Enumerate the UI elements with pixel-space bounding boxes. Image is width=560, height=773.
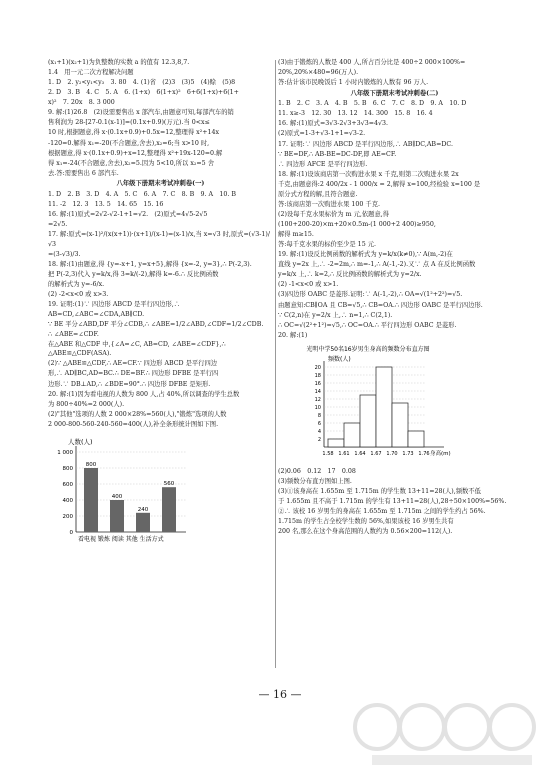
hist-bar-4 — [392, 403, 408, 447]
page-number: — 16 — — [258, 688, 302, 701]
left-top-line: 去.答:需要售出 6 部汽车. — [48, 169, 119, 177]
mock2-line: (2) -1<x<0 或 x>1. — [278, 281, 339, 289]
bar-value-label: 400 — [111, 494, 123, 501]
bar-value-label: 560 — [163, 481, 175, 488]
mock1-line: (2)"其他"选项的人数 2 000×28%=560(人),"锻炼"选项的人数 — [48, 410, 227, 418]
mock2-line: 由题意知:CB∥OA 且 CB=√5,∴ CB=OA.∴ 四边形 OABC 是平行四边形. — [278, 301, 483, 309]
mock1-line: 16. 解:(1)原式=2√2-√2-1+1=√2. (2)原式=4√5-2√5 — [48, 210, 208, 218]
mock2-line: (100+200-20)×m+20×0.5m-(1 000+2 400)≥950, — [278, 221, 436, 228]
mock1-line: ∵ BE 平分∠ABD,DF 平分∠CDB,∴ ∠ABE=1/2∠ABD,∠CDF=1/2∠CDB. — [48, 320, 264, 328]
mock2-line: y=k/x 上,∴ k=2,∴ 反比例函数的解析式为 y=2/x. — [278, 271, 422, 279]
after-line: (2)0.06 0.12 17 0.08 — [278, 467, 356, 475]
hist-xtick: 1.73 — [402, 451, 414, 458]
mock2-line: ∴ OC=√(2²+1²)=√5,∴ OC=OA.∴ 平行四边形 OABC 是菱形. — [278, 321, 457, 329]
height-histogram — [278, 343, 511, 467]
hist-xtick: 1.61 — [338, 451, 350, 458]
mock2-line: ∴ 四边形 AFCE 是平行四边形. — [278, 160, 368, 168]
mock2-line: ∵ BE=DF,∴ AB-BE=DC-DF,即 AE=CF. — [278, 150, 397, 158]
bar-ytick: 1 000 — [57, 450, 73, 457]
mock2-line: 千克,由题意得:2 400/2x - 1 000/x = 2,解得 x=100,经检验 x=100 是 — [278, 180, 481, 188]
right-top-line: 答:估计该市民晚饭后 1 小时内锻炼的人数有 96 万人. — [278, 79, 429, 87]
mock1-line: 为 800÷40%=2 000(人). — [48, 400, 125, 408]
mock2-line: ∵ C(2,n)在 y=2/x 上,∴ n=1,∴ C(2,1). — [278, 311, 393, 319]
column-divider — [275, 60, 276, 668]
mock1-line: 19. 证明:(1)∵ 四边形 ABCD 是平行四边形,∴ AB=CD,∠ABC=∠CDA,AB∥CD. — [48, 301, 183, 318]
right-top-line: 20%,20%×480=96(万人). — [278, 69, 359, 77]
mock2-line: 17. 证明:∵ 四边形 ABCD 是平行四边形,∴ AB∥DC,AB=DC. — [278, 140, 453, 148]
bar-3 — [162, 488, 176, 533]
hist-xtick: 1.70 — [386, 451, 398, 458]
bar-1 — [110, 500, 124, 532]
bar-2 — [136, 513, 150, 532]
mock1-line: (2)∵ △ABE≌△CDF,∴ AE=CF.∵ 四边形 ABCD 是平行四边 — [48, 360, 218, 368]
bar-ytick: 800 — [62, 466, 73, 473]
mock2-line: 19. 解:(1)设反比例函数的解析式为 y=k/x(k≠0),∵ A(m,-2)在 — [278, 251, 453, 259]
bar-ytick: 0 — [69, 530, 73, 537]
left-top-line: 根据题意,得 x·(0.1x+0.9)+x=12,整理得 x²+19x-120=0.解 — [48, 149, 223, 157]
histogram-svg — [278, 343, 458, 463]
mock2-line: 解得 m≥15. — [278, 231, 314, 239]
mock1-answers — [48, 190, 273, 430]
activity-bar-chart — [48, 432, 273, 556]
hist-title: 光明中学50名16岁男生身高的频数分布直方图 — [306, 346, 430, 354]
mock2-line: (3)四边形 OABC 是菱形.证明:∵ A(-1,-2),∴ OA=√(1²+2²)=√5. — [278, 291, 463, 299]
mock2-title: 八年级下册期末考试冲刺卷(二) — [350, 89, 439, 97]
left-column — [48, 58, 273, 556]
hist-bar-0 — [328, 439, 344, 447]
left-top-line: x)² 7. 20x 8. 3 000 — [48, 99, 115, 107]
hist-bar-1 — [344, 423, 360, 447]
hist-xtick: 1.76 — [418, 451, 430, 458]
mock1-line: 20. 解:(1)因为看电视的人数为 800 人,占 40%,所以调查的学生总数 — [48, 390, 240, 398]
bar-ytick: 400 — [62, 498, 73, 505]
mock2-line: 18. 解:(1)设该商店第一次购进水果 x 千克,则第二次购进水果 2x — [278, 170, 459, 178]
mock2-answers — [278, 99, 511, 340]
left-top-line: 1. D 2. y₂<y₁<y₃ 3. 80 4. (1)省 (2)3 (3)5 (4)赊 (5)8 — [48, 79, 236, 87]
left-top-line: 10 时,根据题意,得 x·(0.1x+0.9)+0.5x=12,整理得 x²+14x — [48, 129, 220, 137]
after-line: ②∴ 该校 16 岁男生的身高在 1.655m 至 1.715m 之间的学生约占 56%. — [278, 508, 486, 516]
hist-bar-3 — [376, 367, 392, 447]
after-line: (3)①该身高在 1.655m 至 1.715m 的学生数 13+11=28(人),频数不低 — [278, 487, 481, 495]
left-top-line: 得 x₁=-24(不合题意,舍去),x₂=5.因为 5<10,所以 x₂=5 舍 — [48, 159, 214, 167]
bar-chart-svg — [48, 432, 198, 552]
mock1-line: 18. 解:(1)由题意,得 {y=-x+1, y=x+5},解得 {x=-2, y=3},∴ P(-2,3). — [48, 260, 252, 268]
mock1-line: =(3-√3)/3. — [48, 250, 81, 258]
hist-xtick: 1.58 — [322, 451, 334, 458]
left-top-line: -120=0.解得 x₁=-20(不合题意,舍去),x₂=6;当 x>10 时, — [48, 139, 210, 147]
hist-xtick: 1.67 — [370, 451, 382, 458]
mock1-line: ∴ ∠ABE=∠CDF. — [48, 330, 99, 338]
hist-xtick: 1.64 — [354, 451, 366, 458]
hist-ytick: 4 — [317, 429, 321, 436]
watermark-logo — [342, 699, 552, 769]
mock2-line: 答:该商店第一次购进水果 100 千克. — [278, 200, 381, 208]
hist-ytick: 2 — [317, 437, 321, 444]
bar-ytick: 200 — [62, 514, 73, 521]
right-column — [278, 58, 511, 537]
bar-category-labels: 看电视 锻炼 阅读 其他 生活方式 — [78, 536, 164, 544]
mock1-line: 边形.∵ DB⊥AD,∴ ∠BDE=90°.∴ 四边形 DFBE 是矩形. — [48, 380, 211, 388]
left-top-line: 1.4 用一元二次方程解决问题 — [48, 69, 134, 77]
mock1-line: 1. D 2. B 3. D 4. A 5. C 6. A 7. C 8. B 9. A 10. B — [48, 190, 237, 198]
mock2-line: 16. 解:(1)原式=3√3-2√3+3√3=4√3. — [278, 120, 389, 128]
mock1-line: 在△ABE 和△CDF 中,{∠A=∠C, AB=CD, ∠ABE=∠CDF},∴ △ABE≌△CDF(ASA). — [48, 340, 228, 358]
right-top-section — [278, 58, 511, 88]
histogram-followup — [278, 467, 511, 537]
after-line: (3)频数分布直方图如上图. — [278, 477, 352, 485]
left-top-line: 售利润为 28-[27-0.1(x-1)]=(0.1x+0.9)(万元).当 0<x≤ — [48, 119, 210, 127]
hist-bar-2 — [360, 395, 376, 447]
mock2-line: 答:每千克水果的标价至少是 15 元. — [278, 241, 376, 249]
hist-ytick: 20 — [314, 365, 321, 372]
after-line: 1.715m 的学生占全校学生数的 56%,如果该校 16 岁男生共有 — [278, 518, 454, 526]
hist-ytick: 8 — [317, 413, 321, 420]
hist-xlabel: 身高(m) — [430, 451, 451, 458]
left-top-line: 9. 解:(1)26.8 (2)设需要售出 x 部汽车,由题意可知,每部汽车的销 — [48, 109, 234, 117]
mock1-line: (2) -2<x<0 或 x>3. — [48, 290, 109, 298]
hist-ylabel: 频数(人) — [328, 356, 351, 364]
mock2-line: (2)设每千克水果标价为 m 元,依题意,得 — [278, 210, 390, 218]
mock2-line: 20. 解:(1) — [278, 331, 308, 339]
right-top-line: (3)由于锻炼的人数是 400 人,所占百分比是 400÷2 000×100%= — [278, 59, 466, 66]
mock1-line: =2√5. — [48, 221, 68, 228]
left-top-line: 2. D 3. B 4. C 5. A 6. (1+x) 6(1+x)² 6+6(1+x)+6(1+ — [48, 89, 239, 97]
bar-ytick: 600 — [62, 482, 73, 489]
hist-ytick: 6 — [317, 421, 321, 428]
after-line: 200 名,那么在这个身高范围的人数约为 0.56×200=112(人). — [278, 528, 453, 536]
mock1-line: 17. 解:原式=(x-1)²/(x(x+1))·(x+1)/(x-1)=(x-1)/x,当 x=√3 时,原式=(√3-1)/√3 — [48, 231, 270, 248]
mock2-line: 1. B 2. C 3. A 4. B 5. B 6. C 7. C 8. D 9. A 10. D — [278, 100, 467, 108]
mock1-title: 八年级下册期末考试冲刺卷(一) — [116, 180, 205, 188]
hist-ytick: 18 — [314, 373, 321, 380]
hist-bar-5 — [408, 431, 424, 447]
mock1-line: 的解析式为 y=-6/x. — [48, 280, 105, 288]
mock2-line: 原分式方程的解,且符合题意. — [278, 190, 358, 198]
hist-ytick: 16 — [314, 381, 321, 388]
bar-value-label: 240 — [137, 507, 149, 514]
hist-ytick: 14 — [314, 389, 321, 396]
mock1-line: 2 000-800-560-240-560=400(人),补全条形统计图如下图. — [48, 420, 219, 428]
after-line: 于 1.655m 且不高于 1.715m 的学生有 13+11=28(人),28÷50×100%=56%. — [278, 498, 507, 505]
bar-ylabel: 人数(人) — [68, 438, 93, 447]
hist-ytick: 12 — [314, 397, 321, 404]
mock1-line: 把 P(-2,3)代入 y=k/x,得 3=k/(-2),解得 k=-6.∴ 反比例函数 — [48, 270, 219, 278]
mock2-line: (2)原式=1-3+√3-1+1=√3-2. — [278, 130, 366, 138]
mock2-line: 11. x≥-3 12. 30 13. 12 14. 300 15. 8 16. 4 — [278, 110, 433, 118]
mock1-line: 11. -2 12. 3 13. 5 14. 65 15. 16 — [48, 200, 164, 208]
left-top-line: (x₁+1)(x₂+1)为负整数的实数 a 的值有 12.3,8,7. — [48, 59, 190, 66]
hist-ytick: 10 — [314, 405, 321, 412]
mock1-line: 形,∴ AD∥BC,AD=BC.∴ DE=BF.∴ 四边形 DFBE 是平行四 — [48, 370, 219, 378]
mock2-line: 直线 y=2x 上,∴ -2=2m,∴ m=-1,∴ A(-1,-2).又∵ 点 A 在反比例函数 — [278, 261, 476, 269]
left-top-section — [48, 58, 273, 178]
bar-0 — [84, 468, 98, 532]
bar-value-label: 800 — [85, 462, 97, 469]
